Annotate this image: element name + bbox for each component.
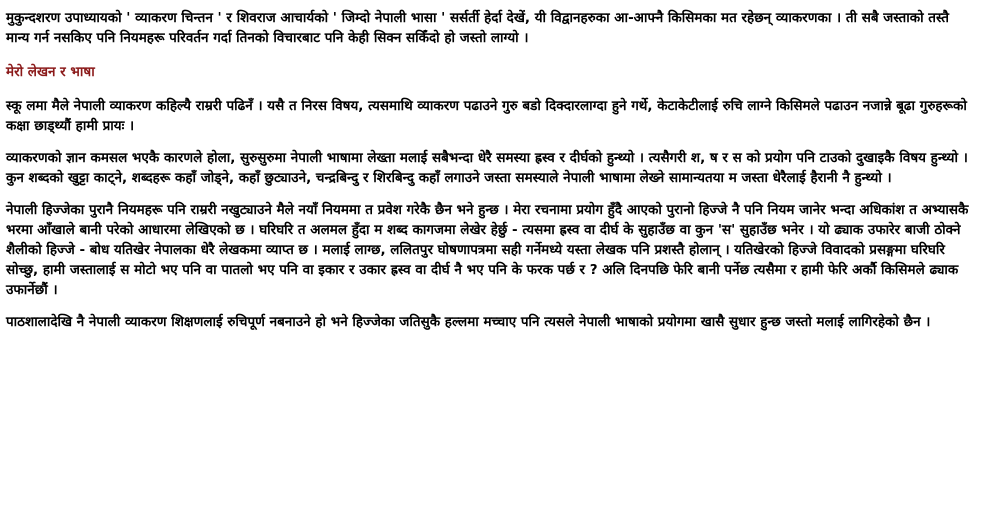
paragraph-school: स्कू लमा मैले नेपाली व्याकरण कहिल्यै राम्ररी पढिनँ । यसै त निरस विषय, त्यसमाथि व्याकरण पढाउने गुरु बडो दिक्दारलाग्दा हुने गर्थे, केटाकेटीलाई रुचि लाग्ने किसिमले पढाउन नजान्ने बूढा गुरुहरूको कक्षा छाड्थ्यौं हामी प्रायः । xyxy=(6,98,967,134)
paragraph-spelling-rules: नेपाली हिज्जेका पुरानै नियमहरू पनि राम्ररी नखुट्याउने मैले नयाँ नियममा त प्रवेश गरेकै छैन भने हुन्छ । मेरा रचनामा प्रयोग हुँदै आएको पुरानो हिज्जे नै पनि नियम जानेर भन्दा अधिकांश त अभ्यासकै भरमा आँखाले बानी परेको आधारमा लेखिएको छ । घरिघरि त अलमल हुँदा म शब्द कागजमा लेखेर हेर्छु - त्यसमा ह्रस्व वा दीर्घ के सुहाउँछ वा कुन 'स' सुहाउँछ भनेर । यो ढ्याक उफारेर बाजी ठोक्ने शैलीको हिज्जे - बोध यतिखेर नेपालका धेरै लेखकमा व्याप्त छ । मलाई लाग्छ, ललितपुर घोषणापत्रमा सही गर्नेमध्ये यस्ता लेखक पनि प्रशस्तै होलान् । यतिखेरको हिज्जे विवादको प्रसङ्गमा घरिघरि सोच्छु, हामी जस्तालाई स मोटो भए पनि वा पातलो भए पनि वा इकार र उकार ह्रस्व वा दीर्घ नै भए पनि के फरक पर्छ र ? अलि दिनपछि फेरि बानी पर्नेछ त्यसैमा र हामी फेरि अर्कौ किसिमले ढ्याक उफार्नेछौं । xyxy=(6,202,969,298)
paragraph-conclusion: पाठशालादेखि नै नेपाली व्याकरण शिक्षणलाई रुचिपूर्ण नबनाउने हो भने हिज्जेका जतिसुकै हल्लमा मच्चाए पनि त्यसले नेपाली भाषाको प्रयोगमा खासै सुधार हुन्छ जस्तो मलाई लागिरहेको छैन । xyxy=(6,314,931,330)
paragraph-grammar-knowledge: व्याकरणको ज्ञान कमसल भएकै कारणले होला, सुरुसुरुमा नेपाली भाषामा लेख्ता मलाई सबैभन्दा धेरै समस्या ह्रस्व र दीर्घको हुन्थ्यो । त्यसैगरी श, ष र स को प्रयोग पनि टाउको दुखाइकै विषय हुन्थ्यो । कुन शब्दको खुट्टा काट्ने, शब्दहरू कहाँ जोड्ने, कहाँ छुट्याउने, चन्द्रबिन्दु र शिरबिन्दु कहाँ लगाउने जस्ता समस्याले नेपाली भाषामा लेख्ने सामान्यतया म जस्ता धेरैलाई हैरानी नै हुन्थ्यो । xyxy=(6,150,968,186)
intro-paragraph: मुकुन्दशरण उपाध्यायको ' व्याकरण चिन्तन ' र शिवराज आचार्यको ' जिम्दो नेपाली भासा ' सर्सर्ती हेर्दा देखें, यी विद्वानहरुका आ-आफ्नै किसिमका मत रहेछन् व्याकरणका । ती सबै जस्ताको तस्तै मान्य गर्न नसकिए पनि नियमहरू परिवर्तन गर्दा तिनको विचारबाट पनि केही सिक्न सकिँदो हो जस्तो लाग्यो । xyxy=(6,10,949,46)
section-heading: मेरो लेखन र भाषा xyxy=(6,64,95,80)
